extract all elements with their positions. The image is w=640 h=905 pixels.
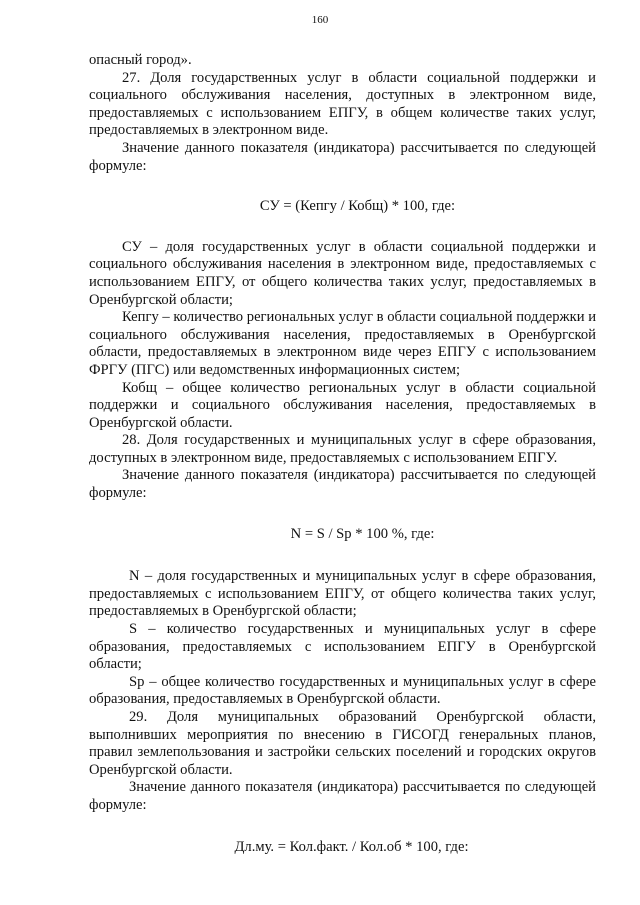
formula-2: N = S / Sp * 100 %, где:	[290, 525, 435, 542]
paragraph-item-28: 28. Доля государственных и муниципальных услуг в сфере образования, доступных в электронном виде, предоставляемых с использованием ЕПГУ.	[89, 432, 596, 466]
paragraph-item-29: 29. Доля муниципальных образований Оренбургской области, выполнивших мероприятия по внесению в ГИСОГД генеральных планов, правил землепользования и застройки сельских поселений и городских округов Оренбургской области.	[89, 709, 596, 778]
formula-3: Дл.му. = Кол.факт. / Кол.об * 100, где:	[234, 838, 469, 855]
definition-n: N – доля государственных и муниципальных услуг в сфере образования, предоставляемых с использованием ЕПГУ, от общего количества таких услуг, предоставляемых в Оренбургской области;	[89, 568, 596, 620]
definition-kobsch: Кобщ – общее количество региональных услуг в области социальной поддержки и социального обслуживания населения, предоставляемых в Оренбургской области.	[89, 379, 596, 431]
paragraph-formula-intro-1: Значение данного показателя (индикатора) рассчитывается по следующей формуле:	[89, 139, 596, 174]
definition-sp: Sp – общее количество государственных и муниципальных услуг в сфере образования, предоставляемых в Оренбургской области.	[89, 673, 596, 708]
definition-kepgu: Кепгу – количество региональных услуг в области социальной поддержки и социального обслуживания населения, предоставляемых в Оренбургской области, предоставляемых в электронном виде через ЕПГУ с использованием ФРГУ (ПГС) или ведомственных информационных систем;	[89, 309, 596, 378]
definition-su: СУ – доля государственных услуг в области социальной поддержки и социального обслуживания населения в электронном виде, предоставляемых с использованием ЕПГУ, от общего количества таких услуг, предоставляемых в Оренбургской области;	[89, 238, 596, 308]
document-body	[89, 52, 596, 856]
paragraph-item-27: 27. Доля государственных услуг в области социальной поддержки и социального обслуживания населения, доступных в электронном виде, предоставляемых с использованием ЕПГУ, в общем количестве таких услуг, предоставляемых в электронном виде.	[89, 69, 596, 139]
paragraph-formula-intro-2: Значение данного показателя (индикатора) рассчитывается по следующей формуле:	[89, 467, 596, 502]
definition-s: S – количество государственных и муниципальных услуг в сфере образования, предоставляемых с использованием ЕПГУ в Оренбургской области;	[89, 621, 596, 673]
paragraph-continuation: опасный город».	[89, 52, 192, 68]
page-number: 160	[311, 14, 329, 26]
formula-1: СУ = (Кепгу / Кобщ) * 100, где:	[259, 198, 456, 215]
paragraph-formula-intro-3: Значение данного показателя (индикатора) рассчитывается по следующей формуле:	[89, 779, 596, 813]
